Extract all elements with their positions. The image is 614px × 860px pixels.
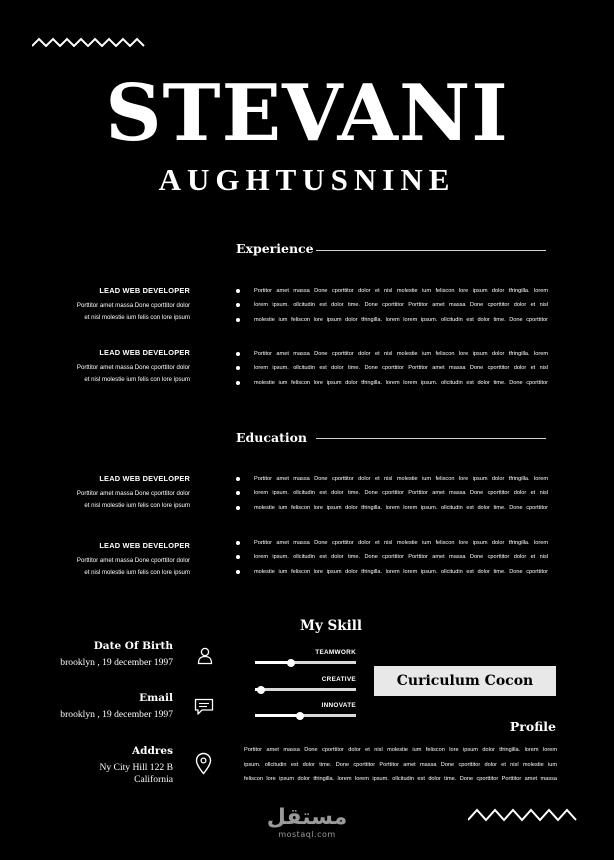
experience-entry-2 [20, 348, 190, 387]
skill-knob [287, 659, 295, 667]
bullet-item [236, 501, 548, 515]
profile-line: feliscon lore ipsum dolor tfringilla. lorem lorem ipsum. ollcitudin est dolor time. Done cporttitor Porttitor amet massa [244, 776, 557, 782]
skill-label: TEAMWORK [315, 649, 356, 656]
bullet-dot [236, 555, 240, 559]
bullet-text: molestie ium feliscon lore ipsum dolor tfringilla. lorem lorem ipsum. ollcitudin est dolor time. Done cporttitor [254, 568, 548, 575]
watermark-url: mostaql.com [278, 830, 336, 839]
bullet-text: lorem ipsum. ollcitudin est dolor time. Done cporttitor Porttitor amet massa Done cporttitor dolor et nisl [254, 302, 548, 309]
email-value: brooklyn , 19 december 1997 [60, 709, 173, 720]
bullet-dot [236, 570, 240, 574]
dob-value: brooklyn , 19 december 1997 [60, 657, 173, 668]
job-description [20, 488, 190, 513]
job-description [20, 362, 190, 387]
education-title: Education [236, 430, 308, 445]
education-entry-1 [20, 474, 190, 513]
bullet-item [236, 298, 548, 312]
curriculum-badge: Curiculum Cocon [374, 666, 556, 696]
bullet-item [236, 472, 548, 486]
job-description-line: Porttitor amet massa Done cporttitor dolor [76, 302, 190, 309]
skill-item [255, 702, 356, 717]
job-description-line: Porttitor amet massa Done cporttitor dolor [76, 490, 190, 497]
profile-text [244, 743, 557, 787]
job-description-line: Porttitor amet massa Done cporttitor dolor [76, 557, 190, 564]
bullet-text: lorem ipsum. ollcitudin est dolor time. Done cporttitor Porttitor amet massa Done cporttitor dolor et nisl [254, 554, 548, 561]
job-title: LEAD WEB DEVELOPER [99, 541, 190, 550]
skills-title: My Skill [300, 618, 362, 634]
job-title: LEAD WEB DEVELOPER [99, 348, 190, 357]
job-description [20, 300, 190, 325]
experience-bullets-1 [236, 284, 548, 327]
skill-label: INNOVATE [321, 702, 356, 709]
mostaql-watermark [265, 806, 349, 840]
skill-label: CREATIVE [321, 676, 356, 683]
profile-title: Profile [509, 719, 556, 734]
bullet-dot [236, 303, 240, 307]
education-entry-2 [20, 541, 190, 580]
date-of-birth-block [13, 639, 173, 669]
zigzag-top-decoration [32, 37, 146, 47]
person-icon [197, 646, 213, 665]
bullet-dot [236, 491, 240, 495]
bullet-dot [236, 289, 240, 293]
bullet-item [236, 284, 548, 298]
chat-icon [194, 698, 214, 716]
bullet-item [236, 486, 548, 500]
bullet-dot [236, 352, 240, 356]
bullet-text: lorem ipsum. ollcitudin est dolor time. Done cporttitor Porttitor amet massa Done cporttitor dolor et nisl [254, 490, 548, 497]
bullet-item [236, 565, 548, 579]
job-description-line: et nisl molestie ium felis con lore ipsum [84, 502, 190, 510]
bullet-dot [236, 541, 240, 545]
job-description-line: et nisl molestie ium felis con lore ipsum [84, 314, 190, 322]
profile-line: Portitor amet massa Done cporttitor dolor et nisl molestie ium feliscon lore ipsum dolor tfringilla. lorem lorem [244, 747, 557, 753]
address-block [13, 744, 173, 786]
skill-fill [255, 714, 300, 717]
location-pin-icon [195, 752, 212, 775]
experience-title: Experience [236, 241, 314, 256]
job-description-line: et nisl molestie ium felis con lore ipsum [84, 569, 190, 577]
job-description-line: Porttitor amet massa Done cporttitor dolor [76, 364, 190, 371]
email-block [13, 691, 173, 721]
bullet-dot [236, 477, 240, 481]
address-label: Addres [132, 745, 173, 757]
bullet-text: Portitor amet massa Done cporttitor dolor et nisl molestie ium feliscon lore ipsum dolor tfringilla. lorem [254, 288, 548, 294]
experience-divider [316, 250, 546, 251]
education-divider [316, 438, 546, 439]
skill-knob [257, 686, 265, 694]
bullet-item [236, 313, 548, 327]
bullet-item [236, 550, 548, 564]
job-title: LEAD WEB DEVELOPER [99, 474, 190, 483]
bullet-text: Portitor amet massa Done cporttitor dolor et nisl molestie ium feliscon lore ipsum dolor tfringilla. lorem [254, 540, 548, 546]
bullet-dot [236, 366, 240, 370]
education-bullets-1 [236, 472, 548, 515]
skill-bar [255, 688, 356, 691]
experience-entry-1 [20, 286, 190, 325]
bullet-text: Portitor amet massa Done cporttitor dolor et nisl molestie ium feliscon lore ipsum dolor tfringilla. lorem [254, 351, 548, 357]
address-line: Ny City Hill 122 B [99, 762, 173, 773]
skill-knob [296, 712, 304, 720]
watermark-arabic: مستقل [266, 805, 348, 830]
education-bullets-2 [236, 536, 548, 579]
bullet-dot [236, 318, 240, 322]
bullet-item [236, 347, 548, 361]
bullet-item [236, 536, 548, 550]
skill-bar [255, 661, 356, 664]
bullet-dot [236, 506, 240, 510]
bullet-text: molestie ium feliscon lore ipsum dolor tfringilla. lorem lorem ipsum. ollcitudin est dolor time. Done cporttitor [254, 316, 548, 323]
address-line: California [134, 774, 173, 785]
last-name-heading: AUGHTUSNINE [158, 162, 456, 197]
profile-line: ipsum. ollcitudin est dolor time. Done cporttitor Porttitor amet massa Done cporttitor dolor et nisl molestie ium [244, 761, 557, 768]
bullet-text: lorem ipsum. ollcitudin est dolor time. Done cporttitor Porttitor amet massa Done cporttitor dolor et nisl [254, 365, 548, 372]
bullet-text: molestie ium feliscon lore ipsum dolor tfringilla. lorem lorem ipsum. ollcitudin est dolor time. Done cporttitor [254, 379, 548, 386]
dob-label: Date Of Birth [93, 640, 173, 652]
job-description [20, 555, 190, 580]
job-description-line: et nisl molestie ium felis con lore ipsum [84, 376, 190, 384]
email-label: Email [139, 692, 173, 704]
bullet-text: molestie ium feliscon lore ipsum dolor tfringilla. lorem lorem ipsum. ollcitudin est dolor time. Done cporttitor [254, 504, 548, 511]
skill-bar [255, 714, 356, 717]
skill-item [255, 676, 356, 691]
bullet-item [236, 376, 548, 390]
job-title: LEAD WEB DEVELOPER [99, 286, 190, 295]
bullet-dot [236, 381, 240, 385]
bullet-text: Portitor amet massa Done cporttitor dolor et nisl molestie ium feliscon lore ipsum dolor tfringilla. lorem [254, 476, 548, 482]
skill-item [255, 649, 356, 664]
bullet-item [236, 361, 548, 375]
experience-bullets-2 [236, 347, 548, 390]
first-name-heading: STEVANI [105, 68, 509, 159]
zigzag-bottom-decoration [468, 808, 582, 822]
skill-fill [255, 661, 291, 664]
